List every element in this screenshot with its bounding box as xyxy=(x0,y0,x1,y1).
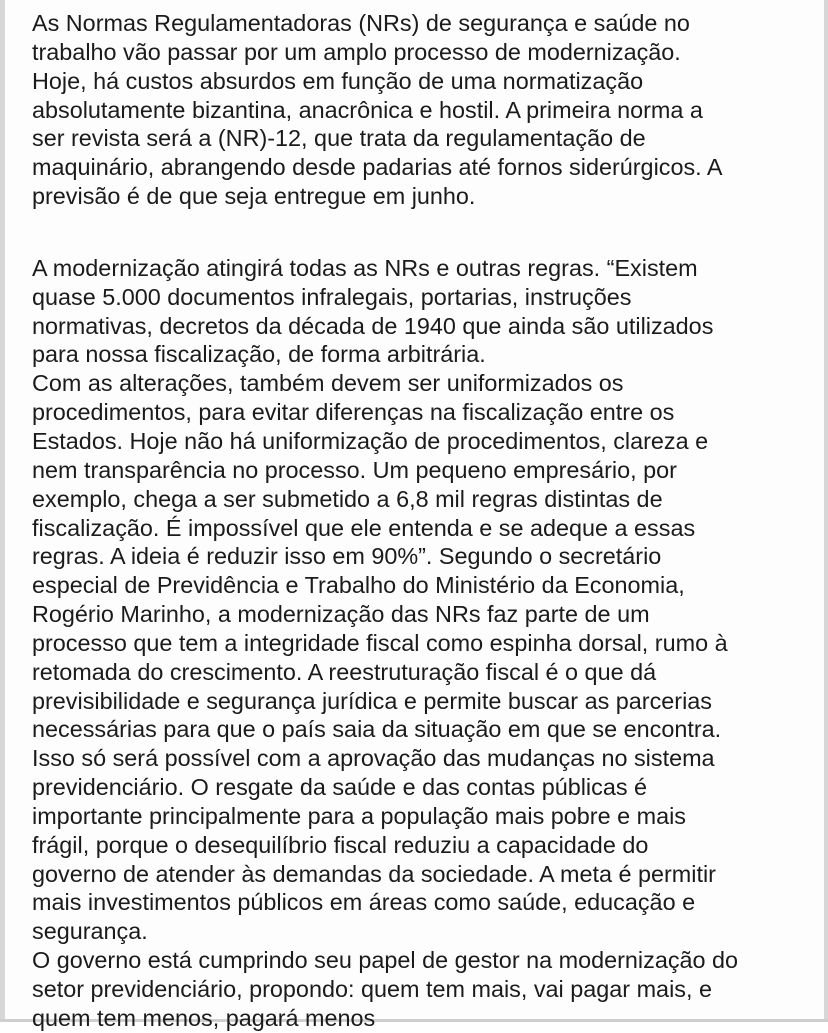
text-line: O governo está cumprindo seu papel de gestor na modernização do xyxy=(32,947,739,974)
text-line: trabalho vão passar por um amplo processo de modernização. xyxy=(32,38,681,65)
text-line: nem transparência no processo. Um pequeno empresário, por xyxy=(32,456,677,483)
text-line: Hoje, há custos absurdos em função de uma normatização xyxy=(32,67,644,94)
text-line: governo de atender às demandas da sociedade. A meta é permitir xyxy=(32,860,716,887)
text-line: A modernização atingirá todas as NRs e outras regras. “Existem xyxy=(32,254,698,281)
text-line: previsão é de que seja entregue em junho. xyxy=(32,183,476,210)
document-body xyxy=(32,9,812,1033)
text-line: processo que tem a integridade fiscal como espinha dorsal, rumo à xyxy=(32,629,728,656)
text-line: previdenciário. O resgate da saúde e das contas públicas é xyxy=(32,774,648,801)
text-line: As Normas Regulamentadoras (NRs) de segurança e saúde no xyxy=(32,10,690,36)
text-line: retomada do crescimento. A reestruturação fiscal é o que dá xyxy=(32,658,657,685)
paragraph-3 xyxy=(32,369,812,946)
paragraph-gap xyxy=(32,211,812,254)
text-line: quase 5.000 documentos infralegais, portarias, instruções xyxy=(32,283,632,310)
text-line: segurança. xyxy=(32,918,148,945)
text-line: mais investimentos públicos em áreas como saúde, educação e xyxy=(32,889,696,916)
text-line: setor previdenciário, propondo: quem tem mais, vai pagar mais, e xyxy=(32,976,712,1002)
paragraph-1 xyxy=(32,9,812,211)
text-line: Isso só será possível com a aprovação das mudanças no sistema xyxy=(32,745,715,772)
text-line: quem tem menos, pagará menos xyxy=(32,1004,376,1031)
page-edge-right xyxy=(824,0,828,1022)
text-line: normativas, decretos da década de 1940 que ainda são utilizados xyxy=(32,312,714,339)
text-line: maquinário, abrangendo desde padarias até fornos siderúrgicos. A xyxy=(32,154,723,181)
text-line: especial de Previdência e Trabalho do Ministério da Economia, xyxy=(32,572,685,599)
text-line: previsibilidade e segurança jurídica e permite buscar as parcerias xyxy=(32,687,712,714)
text-line: para nossa fiscalização, de forma arbitrária. xyxy=(32,341,486,368)
text-line: regras. A ideia é reduzir isso em 90%”. Segundo o secretário xyxy=(32,543,662,570)
text-line: importante principalmente para a população mais pobre e mais xyxy=(32,802,687,829)
text-line: procedimentos, para evitar diferenças na fiscalização entre os xyxy=(32,399,675,426)
text-line: necessárias para que o país saia da situação em que se encontra. xyxy=(32,716,722,743)
page-edge-left xyxy=(0,0,5,1022)
text-line: exemplo, chega a ser submetido a 6,8 mil regras distintas de xyxy=(32,485,663,512)
text-line: absolutamente bizantina, anacrônica e hostil. A primeira norma a xyxy=(32,96,703,123)
paragraph-2 xyxy=(32,254,812,369)
paragraph-4 xyxy=(32,946,812,1033)
text-line: Com as alterações, também devem ser uniformizados os xyxy=(32,370,624,397)
text-line: fiscalização. É impossível que ele entenda e se adeque a essas xyxy=(32,514,696,541)
text-line: Rogério Marinho, a modernização das NRs faz parte de um xyxy=(32,601,650,628)
text-line: ser revista será a (NR)-12, que trata da regulamentação de xyxy=(32,125,646,152)
text-line: Estados. Hoje não há uniformização de procedimentos, clareza e xyxy=(32,427,709,454)
text-line: frágil, porque o desequilíbrio fiscal reduziu a capacidade do xyxy=(32,831,649,858)
